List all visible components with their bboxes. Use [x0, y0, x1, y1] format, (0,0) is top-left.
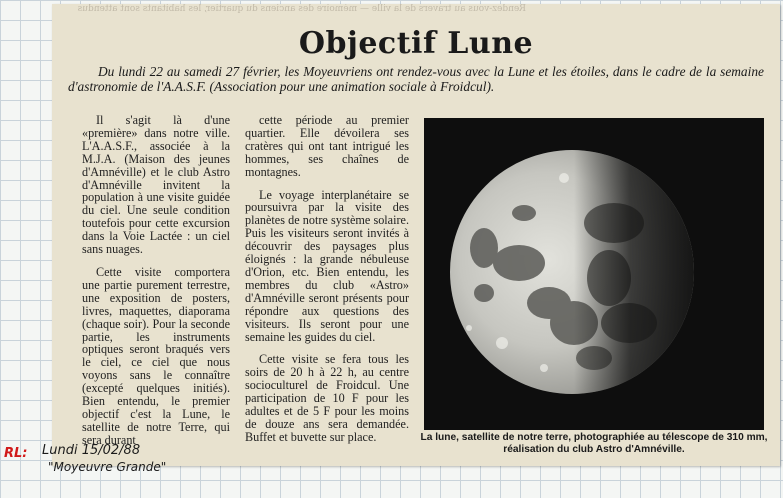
article-lead: Du lundi 22 au samedi 27 février, les Moyeuvriens ont rendez-vous avec la Lune et les étoiles, dans le cadre de la semaine d'astronomie de l'A.A.S.F. (Association pour une animation sociale à Froidcul).: [68, 64, 764, 94]
paragraph: Cette visite comportera une partie purement terrestre, une exposition de posters, livres, maquettes, diaporama (chaque soir). Pour la seconde partie, les instruments optiques seront braqués vers le ciel, ce ciel que nous voyons sans le connaître (excepté quelques initiés). Bien entendu, le premier objectif c'est la Lune, le satellite de notre Terre, qui sera durant: [82, 264, 230, 447]
moon-image: [424, 118, 764, 430]
newspaper-clipping: [52, 4, 780, 466]
moon-photo: [424, 118, 764, 430]
paragraph: cette période au premier quartier. Elle dévoilera ses cratères qui ont tant intrigué les hommes, ses chaînes de montagnes.: [245, 113, 409, 179]
article-column-1: [82, 114, 230, 457]
annotation-place: "Moyeuvre Grande": [48, 460, 167, 474]
article-column-2: [245, 114, 409, 454]
paragraph: Il s'agit là d'une «première» dans notre ville. L'A.A.S.F., associée à la M.J.A. (Maison des jeunes d'Amnéville) et le club Astro d'Amnéville invitent la population à une visite guidée du ciel. Une seule condition toutefois pour cette excursion dans la Voie Lactée : un ciel sans nuages.: [82, 113, 230, 257]
annotation-marker: RL:: [4, 446, 28, 461]
annotation-date: Lundi 15/02/88: [42, 443, 141, 458]
bleed-through-text: Rendez-vous au travers de la ville — mémoire des anciens du quartier, les habitants sont attendus: [77, 4, 526, 14]
photo-caption: La lune, satellite de notre terre, photographiée au télescope de 310 mm, réalisation du club Astro d'Amnéville.: [420, 432, 768, 455]
paragraph: Le voyage interplanétaire se poursuivra par la visite des planètes de notre système solaire. Puis les visiteurs seront invités à découvrir des paysages plus éloignés : la grande nébuleuse d'Orion, etc. Bien entendu, les membres du club «Astro» d'Amnéville seront présents pour répondre aux questions des visiteurs. Ils seront pour une semaine les guides du ciel.: [245, 187, 409, 344]
paragraph: Cette visite se fera tous les soirs de 20 h à 22 h, au centre socioculturel de Froidcul. Une participation de 10 F pour les adultes et de 5 F pour les moins de douze ans sera demandée. Buffet et buvette sur place.: [245, 352, 409, 444]
article-title: Objectif Lune: [298, 26, 534, 61]
